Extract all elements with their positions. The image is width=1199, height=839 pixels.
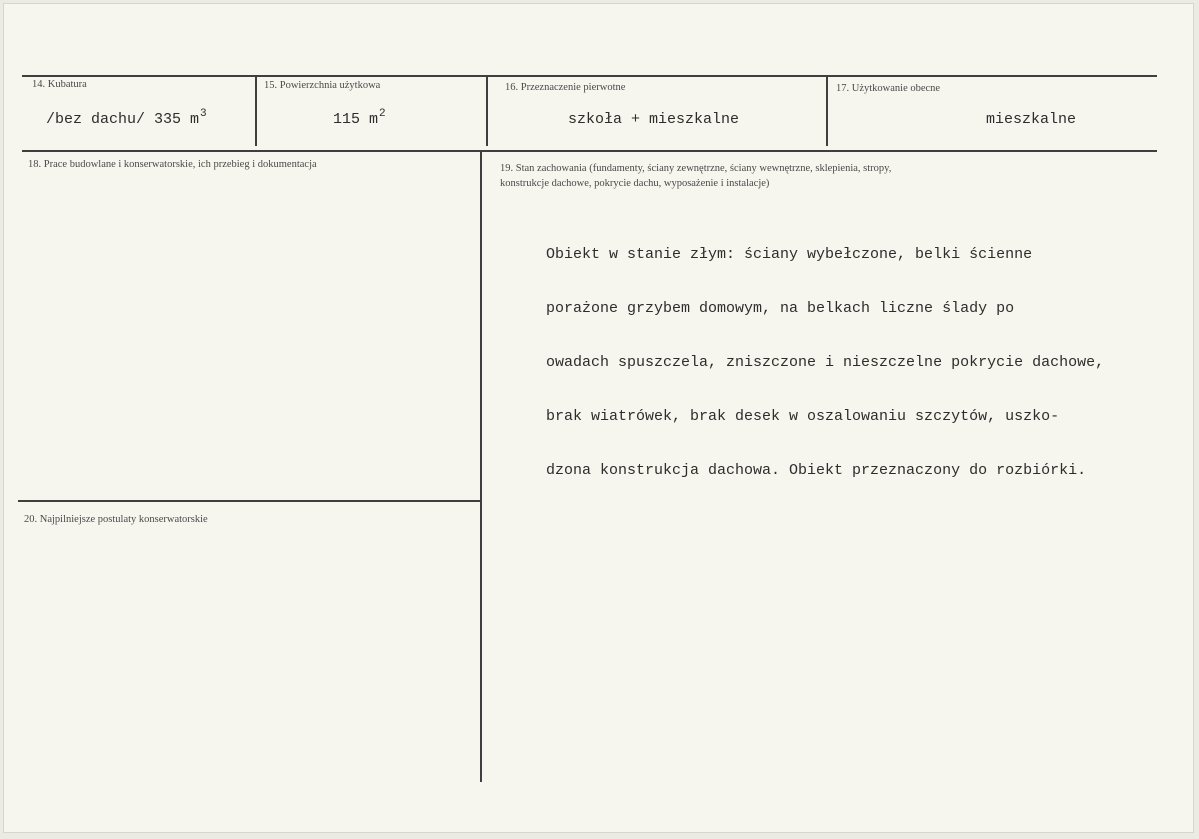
field14-value	[46, 109, 207, 127]
field15-value-text: 115 m	[333, 111, 379, 128]
divider-16-17	[826, 75, 828, 146]
divider-14-15	[255, 75, 257, 146]
field14-exponent: 3	[200, 108, 207, 120]
condition-line-5: dzona konstrukcja dachowa. Obiekt przeznaczony do rozbiórki.	[546, 462, 1087, 479]
field19-label-line1: 19. Stan zachowania (fundamenty, ściany zewnętrzne, ściany wewnętrzne, sklepienia, stropy,	[500, 163, 892, 174]
field15-value	[333, 109, 386, 127]
field15-exponent: 2	[379, 108, 386, 120]
condition-line-2: porażone grzybem domowym, na belkach liczne ślady po	[546, 300, 1015, 317]
field17-label: 17. Użytkowanie obecne	[836, 83, 941, 94]
field20-label: 20. Najpilniejsze postulaty konserwatorskie	[24, 514, 208, 525]
field19-condition-text	[546, 210, 1104, 498]
field19-label-line2: konstrukcje dachowe, pokrycie dachu, wyposażenie i instalacje)	[500, 178, 770, 189]
field16-label: 16. Przeznaczenie pierwotne	[505, 82, 626, 93]
field14-label: 14. Kubatura	[32, 79, 87, 90]
divider-15-16	[486, 75, 488, 146]
row1-bottom-rule	[22, 150, 1157, 152]
condition-line-1: Obiekt w stanie złym: ściany wybełczone, belki ścienne	[546, 246, 1033, 263]
main-column-divider	[480, 152, 482, 782]
field14-value-text: /bez dachu/ 335 m	[46, 111, 200, 128]
field16-value: szkoła + mieszkalne	[568, 111, 740, 128]
field18-label: 18. Prace budowlane i konserwatorskie, ich przebieg i dokumentacja	[28, 159, 317, 170]
field15-label: 15. Powierzchnia użytkowa	[264, 80, 381, 91]
condition-line-3: owadach spuszczela, zniszczone i nieszczelne pokrycie dachowe,	[546, 354, 1105, 371]
top-rule	[22, 75, 1157, 77]
condition-line-4: brak wiatrówek, brak desek w oszalowaniu szczytów, uszko-	[546, 408, 1060, 425]
field18-bottom-rule	[18, 500, 480, 502]
field17-value: mieszkalne	[986, 111, 1077, 128]
